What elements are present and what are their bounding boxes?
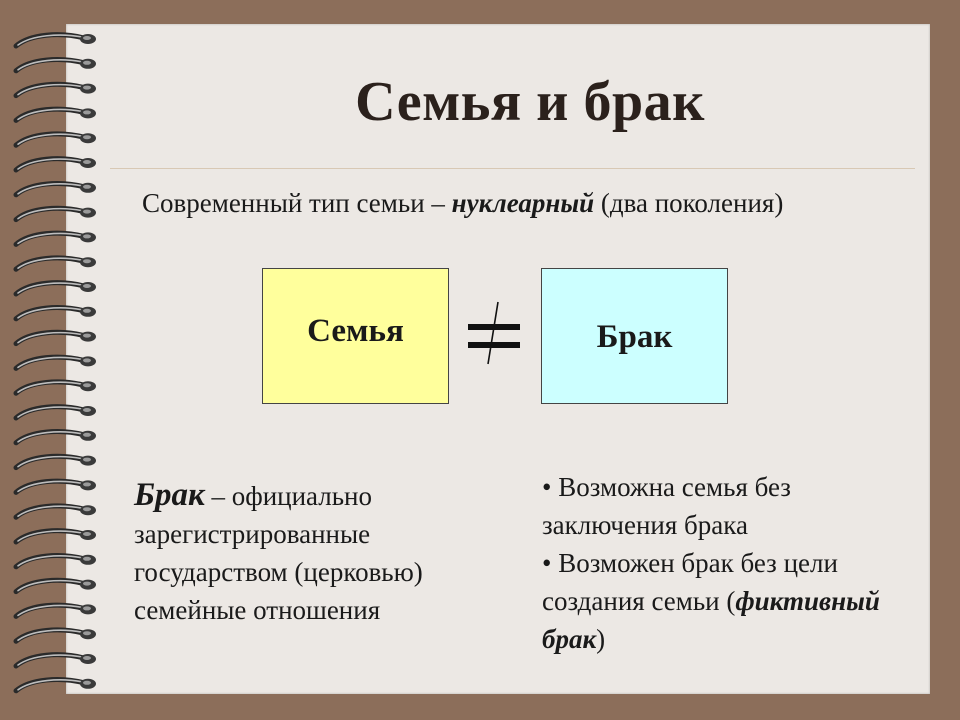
family-box-label: Семья — [307, 313, 404, 349]
marriage-definition — [134, 476, 494, 629]
page-title: Семья и брак — [355, 71, 705, 133]
subtitle-emphasis: нуклеарный — [451, 188, 595, 218]
title-divider — [110, 168, 915, 169]
note-item-2-after: ) — [596, 624, 606, 654]
subtitle-after: (два поколения) — [594, 188, 784, 218]
note-item-1: • Возможна семья без заключения брака — [542, 472, 791, 540]
subtitle — [142, 188, 783, 219]
notes-list — [542, 468, 912, 658]
spiral-binding-icon — [0, 0, 110, 720]
marriage-box — [541, 268, 728, 404]
note-item-2 — [542, 544, 912, 658]
definition-term: Брак — [134, 477, 205, 513]
not-equal-icon — [464, 298, 524, 368]
marriage-box-label: Брак — [596, 319, 673, 355]
note-item-2-before: • Возможен брак без цели создания семьи ( — [542, 548, 838, 616]
subtitle-before: Современный тип семьи – — [142, 188, 452, 218]
family-box — [262, 268, 449, 404]
note-item-2-emphasis: фиктивный брак — [542, 586, 880, 654]
definition-text: – официально зарегистрированные государством (церковью) семейные отношения — [134, 481, 423, 625]
